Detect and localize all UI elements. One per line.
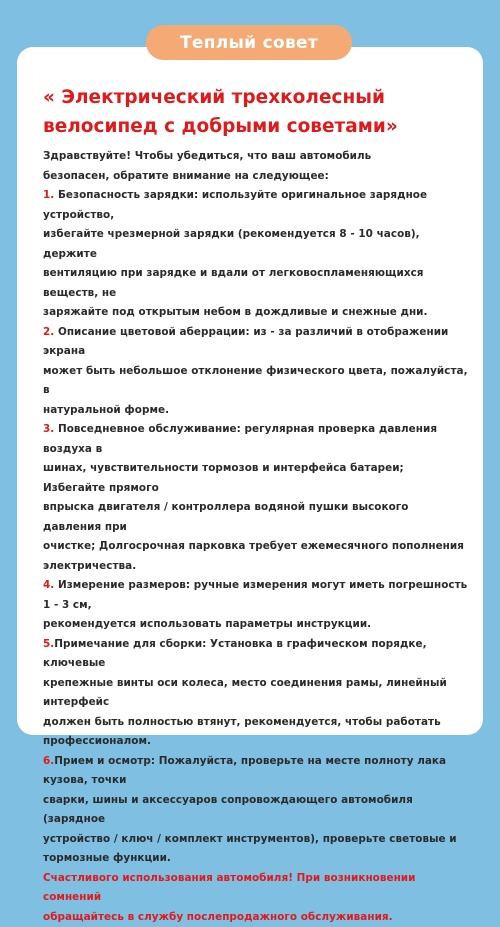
title-line-2: велосипед с добрыми советами»: [43, 112, 469, 141]
tip-item-6: [43, 752, 469, 869]
tips-body: [43, 147, 469, 927]
tip-text: должен быть полностью втянут, рекомендуется, чтобы работать: [43, 713, 469, 733]
intro-line-2: безопасен, обратите внимание на следующее:: [43, 167, 469, 187]
tip-number: 1.: [43, 189, 54, 201]
tip-text: заряжайте под открытым небом в дождливые и снежные дни.: [43, 303, 469, 323]
tip-text: избегайте чрезмерной зарядки (рекомендуется 8 - 10 часов), держите: [43, 225, 469, 264]
tip-item-4: [43, 576, 469, 635]
tip-text: Примечание для сборки: Установка в графическом порядке, ключевые: [43, 638, 427, 670]
tip-text: Безопасность зарядки: используйте оригинальное зарядное устройство,: [43, 189, 427, 221]
page-title: [43, 83, 469, 141]
tip-item-5: [43, 635, 469, 752]
tip-text: профессионалом.: [43, 732, 469, 752]
tip-text: Прием и осмотр: Пожалуйста, проверьте на месте полноту лака кузова, точки: [43, 755, 446, 787]
content-card: [17, 47, 483, 735]
tip-text: крепежные винты оси колеса, место соединения рамы, линейный интерфейс: [43, 674, 469, 713]
title-line-1: « Электрический трехколесный: [43, 83, 469, 112]
tip-badge: Теплый совет: [146, 25, 352, 60]
tip-number: 3.: [43, 423, 54, 435]
tip-text: впрыска двигателя / контроллера водяной пушки высокого давления при: [43, 498, 469, 537]
tip-item-3: [43, 420, 469, 576]
tip-text: рекомендуется использовать параметры инструкции.: [43, 615, 469, 635]
tip-text: может быть небольшое отклонение физического цвета, пожалуйста, в: [43, 362, 469, 401]
tip-text: сварки, шины и аксессуаров сопровождающего автомобиля (зарядное: [43, 791, 469, 830]
tip-text: шинах, чувствительности тормозов и интерфейса батареи; Избегайте прямого: [43, 459, 469, 498]
closing-note: [43, 869, 469, 927]
tip-text: устройство / ключ / комплект инструментов), проверьте световые и: [43, 830, 469, 850]
tip-text: Повседневное обслуживание: регулярная проверка давления воздуха в: [43, 423, 437, 455]
tip-number: 4.: [43, 579, 54, 591]
tip-number: 2.: [43, 326, 54, 338]
tip-text: очистке; Долгосрочная парковка требует ежемесячного пополнения: [43, 537, 469, 557]
tip-text: Описание цветовой аберрации: из - за различий в отображении экрана: [43, 326, 448, 358]
tip-text: натуральной форме.: [43, 401, 469, 421]
tip-text: тормозные функции.: [43, 849, 469, 869]
tip-number: 5.: [43, 638, 54, 650]
tip-text: электричества.: [43, 557, 469, 577]
closing-line-1: Счастливого использования автомобиля! При возникновении сомнений: [43, 869, 469, 908]
intro-line-1: Здравствуйте! Чтобы убедиться, что ваш автомобиль: [43, 147, 469, 167]
tip-text: Измерение размеров: ручные измерения могут иметь погрешность 1 - 3 см,: [43, 579, 467, 611]
tip-number: 6.: [43, 755, 54, 767]
closing-line-2: обращайтесь в службу послепродажного обслуживания.: [43, 908, 469, 927]
tip-item-2: [43, 323, 469, 421]
tip-item-1: [43, 186, 469, 323]
tip-text: вентиляцию при зарядке и вдали от легковоспламеняющихся веществ, не: [43, 264, 469, 303]
